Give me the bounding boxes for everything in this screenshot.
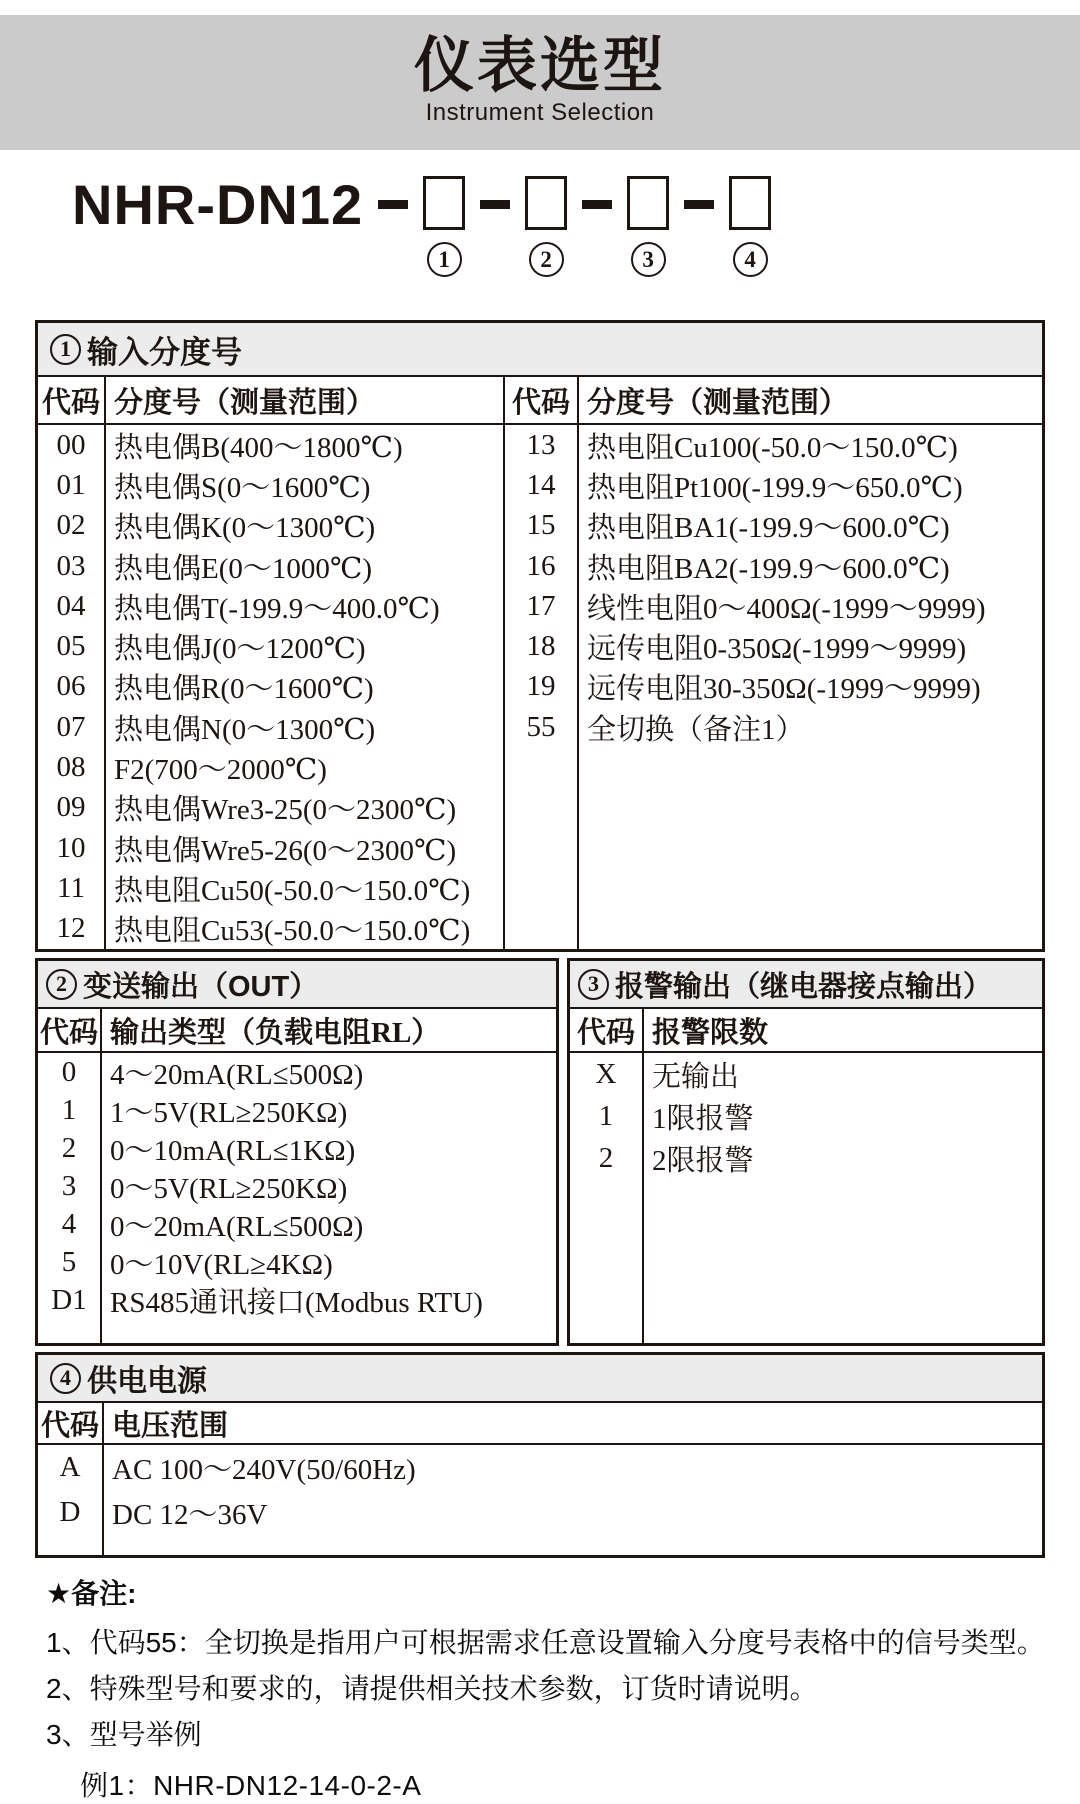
remark-item: 1、代码55：全切换是指用户可根据需求任意设置输入分度号表格中的信号类型。	[46, 1627, 1045, 1658]
row-code: 08	[56, 751, 86, 784]
row-desc: 全切换（备注1）	[587, 713, 805, 746]
row-code: 55	[526, 710, 556, 743]
column-header-row	[570, 1009, 1042, 1053]
row-code: 12	[56, 912, 86, 945]
column-header-row	[38, 1009, 556, 1053]
row-code: 5	[61, 1245, 77, 1278]
row-desc: 1限报警	[652, 1102, 754, 1135]
table-row	[38, 1129, 556, 1167]
table-row	[505, 465, 1042, 505]
remarks-title: ★备注:	[46, 1578, 137, 1609]
row-code: 11	[57, 871, 85, 904]
table-row	[570, 1137, 1042, 1179]
row-desc: 线性电阻0～400Ω(-1999～9999)	[587, 592, 986, 625]
alarm-rows	[570, 1053, 1042, 1179]
table-row	[38, 1490, 1042, 1535]
row-desc: 热电偶N(0～1300℃)	[114, 713, 376, 746]
row-desc: DC 12～36V	[112, 1499, 268, 1531]
alarm-limit-column-header: 报警限数	[652, 1016, 769, 1049]
section3-number-badge: 3	[578, 969, 609, 1000]
row-desc: 热电偶E(0～1000℃)	[114, 552, 372, 585]
row-code: D	[59, 1496, 81, 1528]
table-row	[38, 1053, 556, 1091]
code-column-header: 代码	[40, 1409, 99, 1442]
row-code: 0	[61, 1055, 77, 1088]
table-row	[38, 868, 503, 908]
table-row	[38, 707, 503, 747]
section1-number-badge: 1	[50, 334, 81, 365]
row-desc: 热电阻Cu53(-50.0～150.0℃)	[114, 915, 471, 948]
transmitter-rows	[38, 1053, 556, 1319]
row-desc: 热电阻Pt100(-199.9～650.0℃)	[587, 471, 963, 504]
range-column-header: 分度号（测量范围）	[114, 386, 376, 419]
row-code: 03	[56, 549, 86, 582]
page-title: 仪表选型	[414, 32, 666, 99]
row-code: 04	[56, 589, 86, 622]
row-code: 09	[56, 791, 86, 824]
table-row	[505, 506, 1042, 546]
power-rows	[38, 1445, 1042, 1535]
row-desc: 热电阻BA2(-199.9～600.0℃)	[587, 552, 950, 585]
table-row	[38, 425, 503, 465]
table-row	[38, 828, 503, 868]
row-desc: 热电阻Cu50(-50.0～150.0℃)	[114, 874, 471, 907]
row-code: 18	[526, 630, 556, 663]
table-row	[38, 1205, 556, 1243]
table-row	[38, 1243, 556, 1281]
alarm-output-table	[567, 958, 1045, 1346]
row-desc: 热电偶T(-199.9～400.0℃)	[114, 592, 440, 625]
section2-header	[38, 961, 556, 1009]
model-position-group	[669, 176, 771, 277]
section3-title: 报警输出（继电器接点输出）	[615, 970, 993, 1003]
position-number-circle: 3	[631, 242, 666, 277]
section4-title: 供电电源	[87, 1365, 207, 1398]
section1-header	[38, 323, 1042, 377]
table-row	[38, 747, 503, 787]
model-selection-box	[627, 176, 669, 230]
row-desc: F2(700～2000℃)	[114, 754, 327, 787]
row-desc: 热电偶Wre5-26(0～2300℃)	[114, 834, 457, 867]
row-code: 13	[526, 428, 556, 461]
row-code: 2	[598, 1141, 614, 1174]
table-row	[505, 586, 1042, 626]
table-row	[38, 1091, 556, 1129]
table-row	[38, 626, 503, 666]
table-row	[38, 788, 503, 828]
code-column-header: 代码	[39, 1016, 98, 1049]
model-selection-box	[423, 176, 465, 230]
row-desc: 热电偶Wre3-25(0～2300℃)	[114, 794, 457, 827]
position-number-circle: 1	[427, 242, 462, 277]
row-code: 00	[56, 428, 86, 461]
input-graduation-table	[35, 320, 1045, 952]
model-code-row	[72, 173, 771, 277]
row-desc: 热电偶K(0～1300℃)	[114, 512, 376, 545]
title-band	[0, 15, 1080, 150]
row-desc: 热电偶S(0～1600℃)	[114, 471, 371, 504]
section3-header	[570, 961, 1042, 1009]
table-row	[570, 1095, 1042, 1137]
row-desc: 热电偶J(0～1200℃)	[114, 633, 366, 666]
code-column-header: 代码	[576, 1016, 635, 1049]
row-code: A	[59, 1451, 81, 1483]
dash-separator	[480, 200, 510, 209]
row-desc: 远传电阻30-350Ω(-1999～9999)	[587, 673, 981, 706]
input-table-left-rows	[38, 425, 503, 949]
row-code: 3	[61, 1169, 77, 1202]
table-row	[38, 667, 503, 707]
table-row	[570, 1053, 1042, 1095]
row-desc: 0～10mA(RL≤1KΩ)	[110, 1134, 356, 1167]
row-code: 10	[56, 831, 86, 864]
model-position-slot	[423, 176, 465, 277]
column-header-row	[38, 1403, 1042, 1445]
remark-item: 2、特殊型号和要求的，请提供相关技术参数，订货时请说明。	[46, 1673, 818, 1704]
row-code: 19	[526, 670, 556, 703]
section4-header	[38, 1355, 1042, 1403]
section2-number-badge: 2	[46, 969, 77, 1000]
code-column-header: 代码	[511, 386, 570, 419]
dash-separator	[378, 200, 408, 209]
row-code: 01	[56, 468, 86, 501]
dash-separator	[684, 200, 714, 209]
model-position-group	[567, 176, 669, 277]
table-row	[38, 586, 503, 626]
table-row	[38, 1445, 1042, 1490]
input-table-body	[38, 377, 1042, 949]
row-desc: 0～5V(RL≥250KΩ)	[110, 1172, 348, 1205]
remarks-list	[46, 1626, 1046, 1751]
row-desc: 热电偶B(400～1800℃)	[114, 431, 403, 464]
voltage-range-column-header: 电压范围	[112, 1409, 229, 1442]
row-desc: 热电阻Cu100(-50.0～150.0℃)	[587, 431, 958, 464]
row-code: X	[595, 1057, 617, 1090]
remark-item: 3、型号举例	[46, 1719, 202, 1750]
model-position-slot	[729, 176, 771, 277]
position-number-circle: 4	[733, 242, 768, 277]
column-header-row	[505, 377, 1042, 425]
input-table-right-half	[505, 377, 1042, 949]
row-desc: AC 100～240V(50/60Hz)	[112, 1454, 416, 1486]
table-row	[38, 465, 503, 505]
table-row	[505, 546, 1042, 586]
table-row	[505, 667, 1042, 707]
page-subtitle: Instrument Selection	[425, 99, 655, 126]
model-selection-box	[729, 176, 771, 230]
row-code: 4	[61, 1207, 77, 1240]
model-example: 例1：NHR-DN12-14-0-2-A	[80, 1770, 422, 1801]
model-selection-box	[525, 176, 567, 230]
row-code: 02	[56, 509, 86, 542]
power-supply-table	[35, 1352, 1045, 1558]
input-table-right-rows	[505, 425, 1042, 747]
range-column-header: 分度号（测量范围）	[587, 386, 849, 419]
row-desc: 0～10V(RL≥4KΩ)	[110, 1248, 333, 1281]
input-table-left-half	[38, 377, 505, 949]
table-row	[505, 707, 1042, 747]
row-code: 07	[56, 710, 86, 743]
column-header-row	[38, 377, 503, 425]
table-row	[38, 546, 503, 586]
row-desc: 热电偶R(0～1600℃)	[114, 673, 374, 706]
remarks-block	[46, 1572, 1046, 1804]
row-code: 1	[61, 1093, 77, 1126]
model-position-group	[363, 176, 465, 277]
row-desc: 1～5V(RL≥250KΩ)	[110, 1096, 348, 1129]
row-code: 14	[526, 468, 556, 501]
model-position-slots	[363, 176, 771, 277]
row-code: 06	[56, 670, 86, 703]
transmitter-output-table	[35, 958, 559, 1346]
table-row	[38, 1281, 556, 1319]
row-code: 16	[526, 549, 556, 582]
row-desc: 0～20mA(RL≤500Ω)	[110, 1210, 364, 1243]
table-row	[505, 425, 1042, 465]
row-desc: RS485通讯接口(Modbus RTU)	[110, 1286, 483, 1319]
model-position-slot	[525, 176, 567, 277]
section1-title: 输入分度号	[87, 334, 242, 370]
model-prefix: NHR-DN12	[72, 173, 364, 236]
section4-number-badge: 4	[50, 1363, 81, 1394]
table-row	[38, 909, 503, 949]
row-desc: 2限报警	[652, 1144, 754, 1177]
section2-title: 变送输出（OUT）	[83, 970, 319, 1003]
row-code: 2	[61, 1131, 77, 1164]
model-position-slot	[627, 176, 669, 277]
row-code: 17	[526, 589, 556, 622]
row-desc: 无输出	[652, 1060, 740, 1093]
row-desc: 4～20mA(RL≤500Ω)	[110, 1058, 364, 1091]
code-column-header: 代码	[41, 386, 100, 419]
table-row	[38, 506, 503, 546]
row-code: 15	[526, 509, 556, 542]
row-code: D1	[51, 1283, 87, 1316]
alarm-table-body	[570, 1009, 1042, 1343]
output-type-column-header: 输出类型（负载电阻RL）	[110, 1016, 441, 1049]
dash-separator	[582, 200, 612, 209]
row-desc: 远传电阻0-350Ω(-1999～9999)	[587, 633, 967, 666]
transmitter-table-body	[38, 1009, 556, 1343]
power-table-body	[38, 1403, 1042, 1555]
row-code: 1	[598, 1099, 614, 1132]
model-position-group	[465, 176, 567, 277]
row-code: 05	[56, 630, 86, 663]
row-desc: 热电阻BA1(-199.9～600.0℃)	[587, 512, 950, 545]
table-row	[505, 626, 1042, 666]
position-number-circle: 2	[529, 242, 564, 277]
table-row	[38, 1167, 556, 1205]
